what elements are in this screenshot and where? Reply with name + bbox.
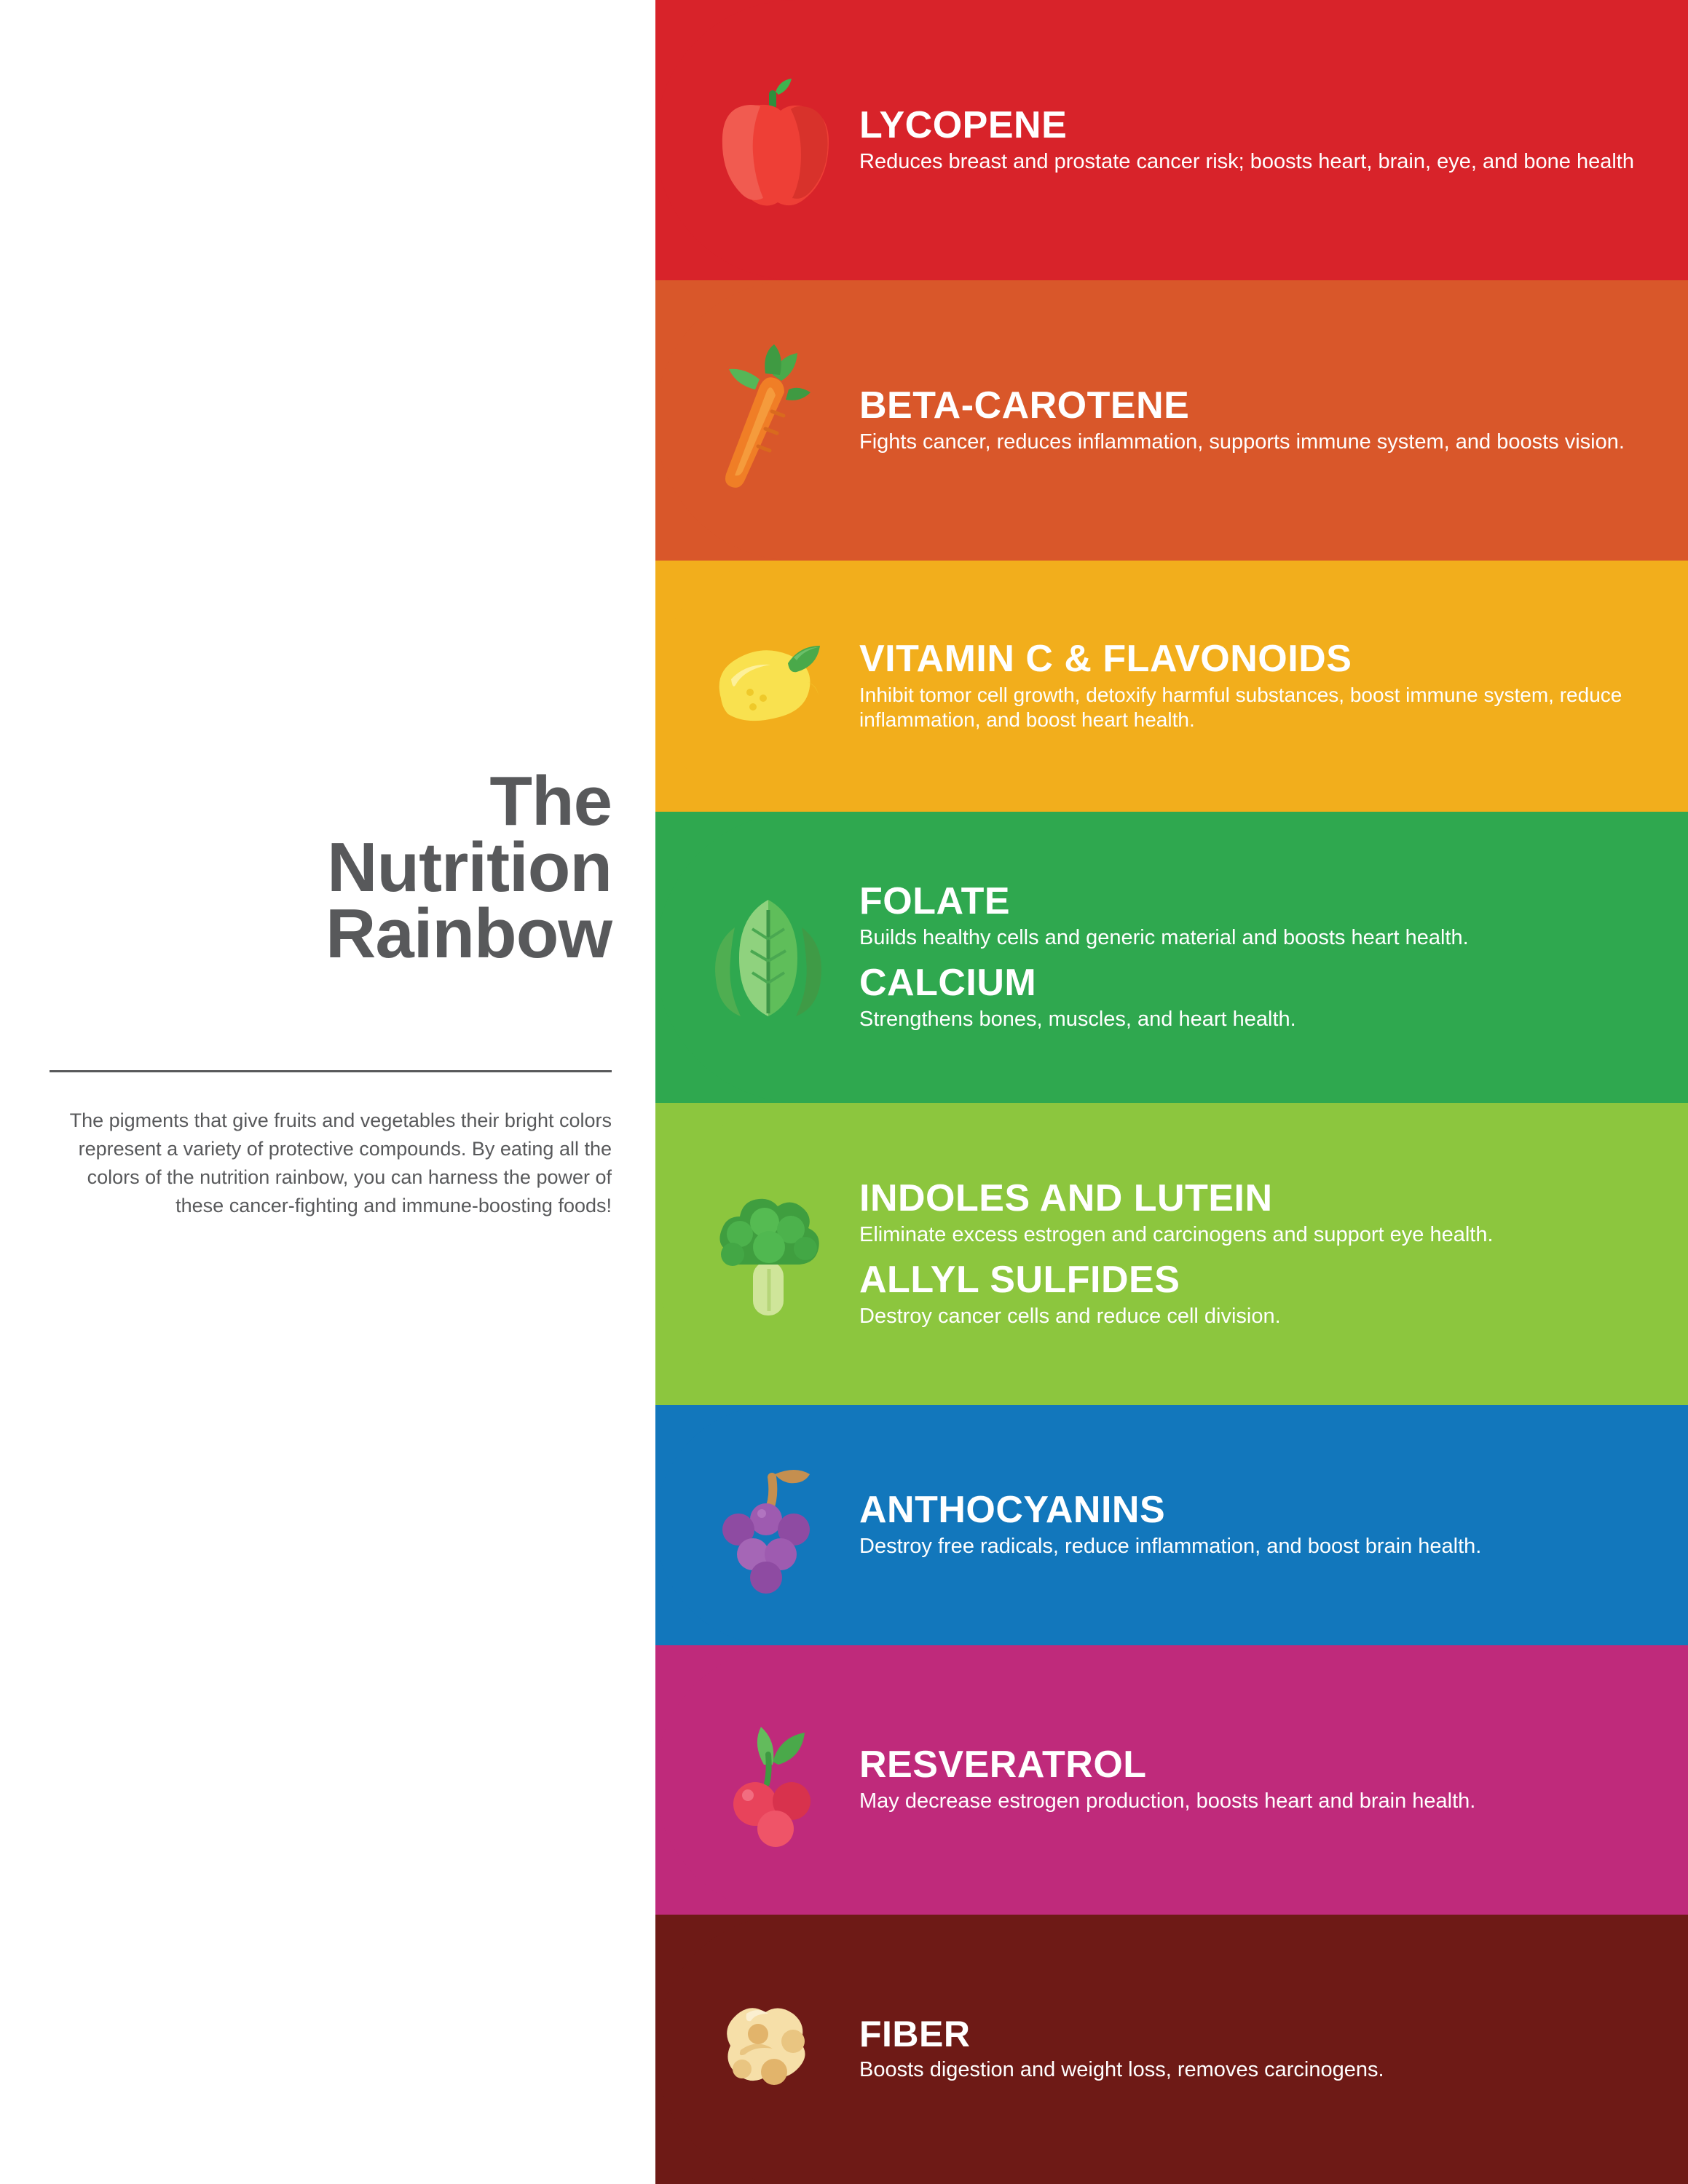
entry-folate xyxy=(859,882,1469,951)
band-text-beta-carotene xyxy=(852,384,1654,455)
entry-title: VITAMIN C & FLAVONOIDS xyxy=(859,638,1352,681)
band-text-folate-calcium xyxy=(852,882,1498,1032)
entry-title: FIBER xyxy=(859,2014,971,2055)
band-resveratrol xyxy=(655,1645,1688,1915)
entry-title: CALCIUM xyxy=(859,962,1037,1004)
band-anthocyanins xyxy=(655,1405,1688,1645)
band-text-indoles-allyl xyxy=(852,1176,1523,1329)
title-line-1: The xyxy=(489,762,612,840)
entry-desc: May decrease estrogen production, boosts heart and brain health. xyxy=(859,1789,1476,1813)
entry-title: LYCOPENE xyxy=(859,103,1068,146)
band-folate-calcium xyxy=(655,812,1688,1103)
entry-desc: Builds healthy cells and generic material and boosts heart health. xyxy=(859,926,1469,950)
entry-indoles xyxy=(859,1176,1494,1248)
band-fiber xyxy=(655,1915,1688,2184)
entry-allyl-sulfides xyxy=(859,1258,1494,1329)
band-text-vitamin-c xyxy=(852,640,1688,732)
entry-vitamin-c xyxy=(859,640,1659,732)
broccoli-icon xyxy=(685,1182,852,1327)
band-indoles-allyl xyxy=(655,1103,1688,1405)
entry-calcium xyxy=(859,964,1469,1032)
lemon-icon xyxy=(685,628,852,745)
entry-lycopene xyxy=(859,103,1634,175)
title-line-3: Rainbow xyxy=(326,895,612,973)
entry-resveratrol xyxy=(859,1746,1475,1814)
entry-title: ALLYL SULFIDES xyxy=(859,1258,1180,1301)
entry-desc: Fights cancer, reduces inflammation, supports immune system, and boosts vision. xyxy=(859,430,1625,454)
band-text-resveratrol xyxy=(852,1746,1504,1814)
entry-fiber xyxy=(859,2016,1384,2083)
carrot-icon xyxy=(685,344,852,497)
entry-desc: Boosts digestion and weight loss, removes carcinogens. xyxy=(859,2058,1384,2082)
band-lycopene xyxy=(655,0,1688,280)
entry-title: ANTHOCYANINS xyxy=(859,1489,1166,1532)
nuts-icon xyxy=(685,1987,852,2111)
entry-beta-carotene xyxy=(859,384,1625,455)
red-pepper-icon xyxy=(685,71,852,210)
berries-icon xyxy=(685,1711,852,1849)
entry-desc: Destroy cancer cells and reduce cell division. xyxy=(859,1304,1281,1328)
entry-desc: Reduces breast and prostate cancer risk; boosts heart, brain, eye, and bone health xyxy=(859,149,1634,173)
leafy-greens-icon xyxy=(685,888,852,1026)
entry-title: INDOLES AND LUTEIN xyxy=(859,1176,1273,1219)
band-text-anthocyanins xyxy=(852,1491,1510,1559)
band-text-fiber xyxy=(852,2016,1413,2083)
band-text-lycopene xyxy=(852,103,1663,175)
intro-paragraph: The pigments that give fruits and vegetables their bright colors represent a variety of protective compounds. By eating all the colors of the nutrition rainbow, you can harness the power of these cancer-fighting and immune-boosting foods! xyxy=(69,1109,612,1217)
entry-desc: Inhibit tomor cell growth, detoxify harmful substances, boost immune system, reduce inflammation, and boost heart health. xyxy=(859,684,1622,732)
entry-anthocyanins xyxy=(859,1491,1481,1559)
entry-desc: Eliminate excess estrogen and carcinogens and support eye health. xyxy=(859,1222,1494,1246)
entry-title: BETA-CAROTENE xyxy=(859,384,1190,427)
entry-title: FOLATE xyxy=(859,880,1011,923)
entry-title: RESVERATROL xyxy=(859,1744,1147,1787)
entry-desc: Destroy free radicals, reduce inflammation, and boost brain health. xyxy=(859,1535,1482,1559)
band-beta-carotene xyxy=(655,280,1688,561)
band-vitamin-c xyxy=(655,561,1688,812)
title-line-2: Nutrition xyxy=(327,828,612,907)
grapes-icon xyxy=(685,1452,852,1598)
entry-desc: Strengthens bones, muscles, and heart health. xyxy=(859,1008,1296,1032)
